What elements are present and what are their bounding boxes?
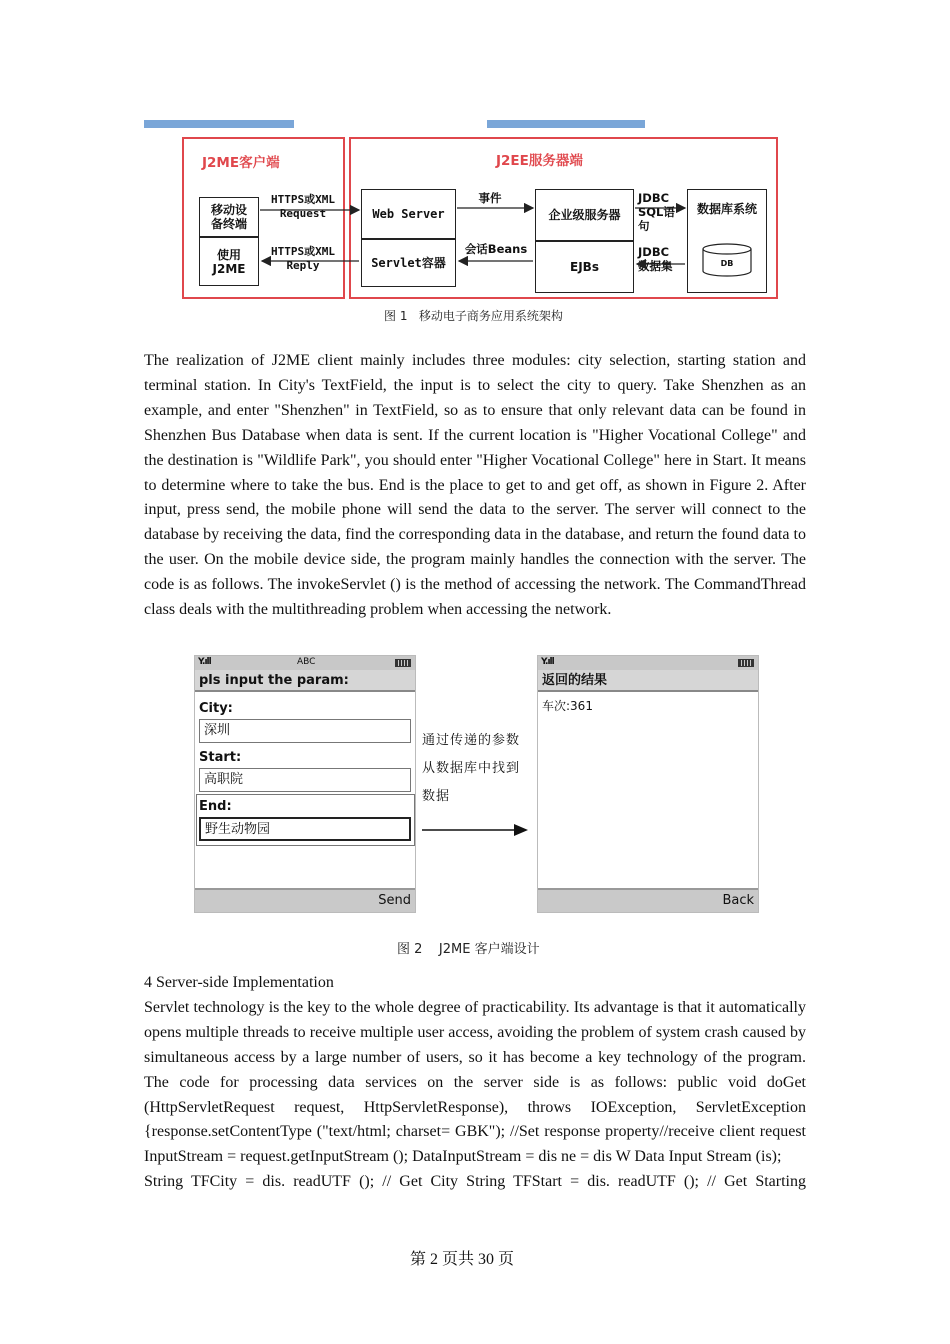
page-footer: 第 2 页共 30 页 [409, 1251, 514, 1268]
city-input[interactable]: 深圳 [199, 719, 411, 743]
result-text: 车次:361 [542, 699, 593, 713]
left-softkey-bar [195, 888, 415, 912]
use-j2me-box: 使用 J2ME [199, 237, 259, 286]
ejbs-box: EJBs [535, 241, 634, 293]
https-request-label: HTTPS或XML Request [271, 193, 335, 220]
right-status-bar [538, 656, 758, 670]
figure1-arrows [0, 0, 950, 320]
client-title: J2ME客户端 [202, 155, 280, 171]
section-4 [144, 971, 806, 1195]
left-phone-screen [194, 655, 416, 913]
start-label: Start: [199, 750, 242, 765]
jdbc-sql-label: JDBC SQL语 句 [638, 191, 675, 233]
https-reply-label: HTTPS或XML Reply [271, 245, 335, 272]
session-beans-label: 会话Beans [464, 242, 528, 256]
paragraph-2: Servlet technology is the key to the whole degree of practicability. Its advantage is that it automatically opens multiple threads to receive multiple user access, avoiding the problem of system crash caused by simultaneous access by a large number of users, so it has become a key technology of the program. The code for processing data services on the server side is as follows: public void doGet (HttpServletRequest request, HttpServletResponse), throws IOException, ServletException {response.setContentType ("text/html; charset= GBK"); //Set response property//receive client request InputStream = request.getInputStream (); DataInputStream = dis ne = dis W Data Input Stream (is); [144, 998, 806, 1166]
jdbc-dataset-label: JDBC 数据集 [638, 245, 673, 273]
right-title: 返回的结果 [538, 670, 758, 692]
battery-icon [395, 659, 411, 667]
right-softkey-bar [538, 888, 758, 912]
middle-description: 通过传递的参数 从数据库中找到 数据 [422, 733, 521, 804]
end-label: End: [199, 799, 232, 814]
flow-arrow [420, 822, 530, 838]
servlet-container-box: Servlet容器 [361, 239, 456, 287]
end-input[interactable]: 野生动物园 [199, 817, 411, 841]
server-title: J2EE服务器端 [496, 153, 583, 169]
event-label: 事件 [478, 191, 502, 205]
figure2-caption: 图 2 J2ME 客户端设计 [397, 942, 540, 957]
database-system-label: 数据库系统 [696, 202, 757, 216]
paragraph-1-text: The realization of J2ME client mainly includes three modules: city selection, starting station and terminal station. In City's TextField, the input is to select the city to query. Take Shenzhen as an example, and enter "Shenzhen" in TextField, so as to ensure that only relevant data can be found in Shenzhen Bus Database when data is sent. If the current location is "Higher Vocational College" and the destination is "Wildlife Park", you should enter "Higher Vocational College" here in Start. It means to determine where to take the bus. End is the place to get to and get off, as shown in Figure 2. After input, press send, the mobile phone will send the data to the server. The server will connect to the database by receiving the data, find the corresponding data in the database, and return the found data to the user. On the mobile device side, the program mainly handles the connection with the server. The code is as follows. The invokeServlet () is the method of accessing the network. The CommandThread class deals with the multithreading problem when accessing the network. [144, 352, 806, 619]
db-label: DB [720, 259, 734, 268]
enterprise-server-box: 企业级服务器 [535, 189, 634, 241]
left-status-bar [195, 656, 415, 670]
right-phone-screen [537, 655, 759, 913]
input-mode: ABC [297, 657, 316, 667]
section-heading: 4 Server-side Implementation [144, 974, 334, 991]
paragraph-3: String TFCity = dis. readUTF (); // Get City String TFStart = dis. readUTF (); // Get Starting [144, 1173, 806, 1191]
send-softkey[interactable]: Send [378, 893, 411, 908]
signal-icon: Y.ıll [198, 657, 211, 667]
left-title: pls input the param: [195, 670, 415, 692]
battery-icon [738, 659, 754, 667]
signal-icon: Y.ıll [541, 657, 554, 667]
figure1-caption: 图 1 移动电子商务应用系统架构 [384, 309, 563, 323]
mobile-device-box: 移动设 备终端 [199, 197, 259, 237]
paragraph-1 [144, 349, 806, 623]
city-label: City: [199, 701, 233, 716]
web-server-box: Web Server [361, 189, 456, 239]
start-input[interactable]: 高职院 [199, 768, 411, 792]
back-softkey[interactable]: Back [722, 893, 754, 908]
